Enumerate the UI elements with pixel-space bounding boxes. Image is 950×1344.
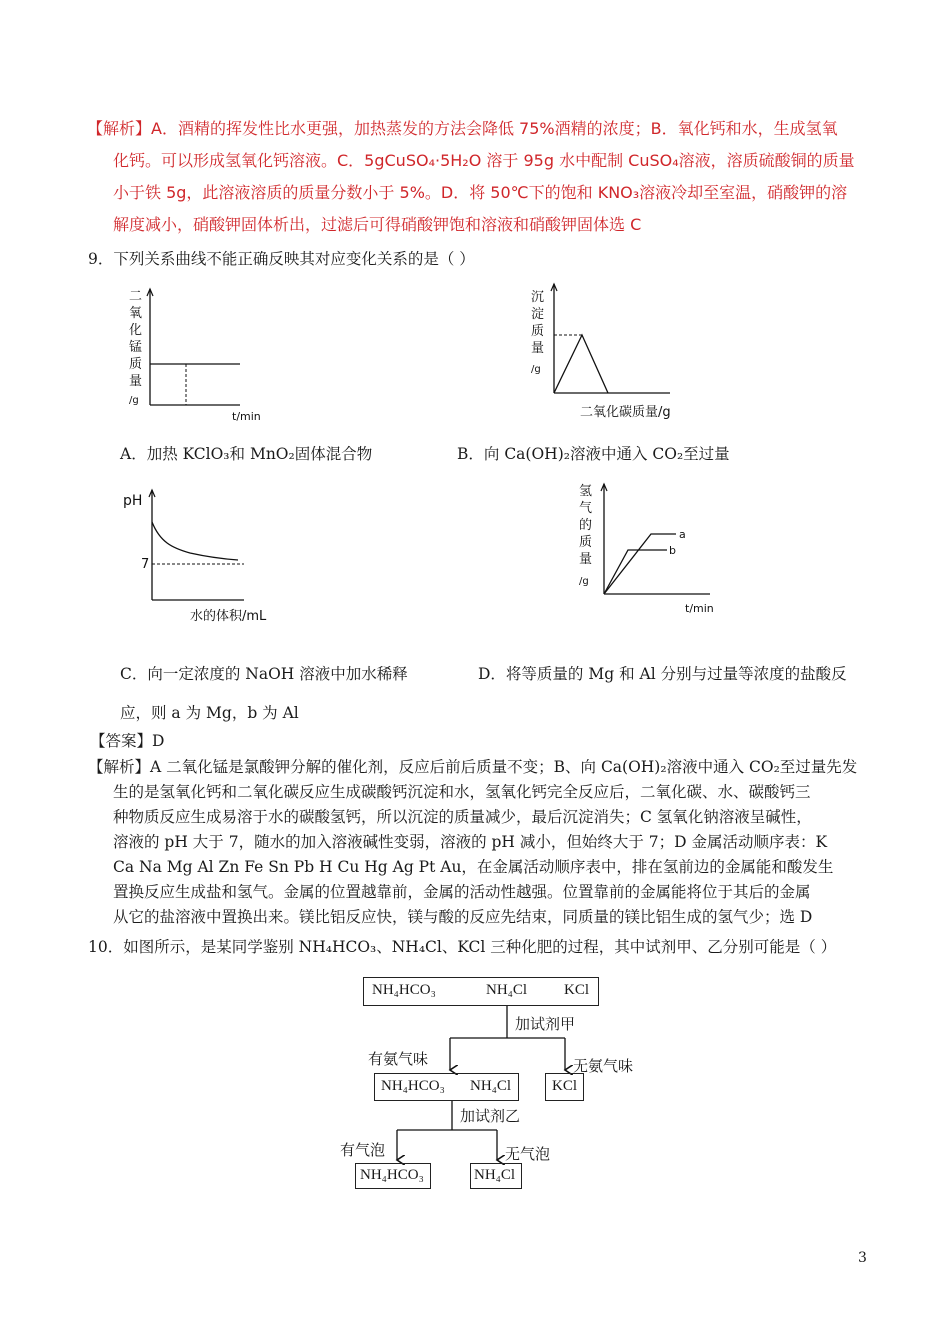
q9-stem: 9．下列关系曲线不能正确反映其对应变化关系的是（ ） [88,250,475,268]
q9-analysis-line1: 【解析】A 二氧化锰是氯酸钾分解的催化剂，反应后前后质量不变；B、向 Ca(OH)₂溶液中通入 CO₂至过量先发 [88,758,858,776]
svg-text:量: 量 [579,552,593,567]
graph-b-xlabel: 二氧化碳质量/g [580,405,671,420]
svg-text:沉: 沉 [531,290,545,305]
flow-bubble-no: 无气泡 [505,1145,551,1163]
svg-text:氧: 氧 [129,306,143,321]
q9-analysis-line7: 从它的盐溶液中置换出来。镁比铝反应快，镁与酸的反应先结束，同质量的镁比铝生成的氢气少；选 D [113,908,813,926]
page-number: 3 [858,1250,867,1266]
graph-c-tick-7: 7 [141,557,150,572]
svg-text:质: 质 [129,357,143,372]
flow-reagent-2: 加试剂乙 [460,1107,521,1125]
svg-text:质: 质 [531,324,545,339]
graph-d-curve-b [604,550,667,594]
graph-c-curve [152,522,238,560]
svg-text:/g: /g [579,576,589,587]
flow-final-right-box [470,1163,522,1189]
q9-option-a: A．加热 KClO₃和 MnO₂固体混合物 [120,445,373,463]
svg-text:化: 化 [129,323,143,338]
graph-d [572,480,722,625]
flow-branch-left: 有氨气味 [368,1050,429,1068]
flow-mid-item-2: NH₄Cl [470,1078,512,1094]
flow-mid-item-1: NH₄HCO₃ [381,1078,445,1094]
svg-text:量: 量 [129,374,143,389]
graph-d-label-b: b [669,544,676,557]
q9-option-d: D．将等质量的 Mg 和 Al 分别与过量等浓度的盐酸反 [478,665,847,683]
svg-text:/g: /g [531,364,541,375]
q9-option-c: C．向一定浓度的 NaOH 溶液中加水稀释 [120,665,408,683]
graph-d-label-a: a [679,528,686,541]
q10-stem: 10．如图所示，是某同学鉴别 NH₄HCO₃、NH₄Cl、KCl 三种化肥的过程，其中试剂甲、乙分别可能是（ ） [88,938,837,956]
flow-kcl-box [545,1073,584,1101]
q9-analysis-line5: Ca Na Mg Al Zn Fe Sn Pb H Cu Hg Ag Pt Au，在金属活动顺序表中，排在氢前边的金属能和酸发生 [113,858,834,876]
svg-text:锰: 锰 [129,340,143,355]
svg-text:质: 质 [579,535,593,550]
graph-a [120,284,280,429]
graph-a-xlabel: t/min [232,410,261,423]
svg-text:淀: 淀 [531,307,545,322]
flow-top-item-1: NH₄HCO₃ [372,982,436,998]
q9-option-d-cont: 应，则 a 为 Mg，b 为 Al [120,704,299,722]
graph-c [120,484,290,629]
prev-analysis-line2: 化钙。可以形成氢氧化钙溶液。C．5gCuSO₄·5H₂O 溶于 95g 水中配制 CuSO₄溶液，溶质硫酸铜的质量 [113,151,855,170]
flow-top-item-3: KCl [564,982,590,998]
graph-b-ylabel [531,290,544,375]
flow-branch-right: 无氨气味 [573,1057,634,1075]
q9-analysis-line2: 生的是氢氧化钙和二氧化碳反应生成碳酸钙沉淀和水，氢氧化钙完全反应后，二氧化碳、水、碳酸钙三 [113,783,811,801]
svg-text:的: 的 [579,518,593,533]
graph-c-xlabel: 水的体积/mL [190,609,267,624]
flow-reagent-1: 加试剂甲 [515,1015,576,1033]
svg-text:氢: 氢 [579,484,593,499]
flow-kcl-item: KCl [552,1078,578,1094]
graph-d-xlabel: t/min [685,602,714,615]
prev-analysis-line3: 小于铁 5g，此溶液溶质的质量分数小于 5%。D．将 50℃下的饱和 KNO₃溶液冷却至室温，硝酸钾的溶 [113,183,848,202]
flow-top-box [363,977,599,1006]
svg-text:气: 气 [579,501,593,516]
q9-answer: 【答案】D [90,732,165,750]
graph-c-ylabel: pH [123,493,143,509]
graph-b [525,280,700,425]
flow-top-item-2: NH₄Cl [486,982,528,998]
flow-mid-box [374,1073,519,1101]
q9-analysis-line6: 置换反应生成盐和氢气。金属的位置越靠前，金属的活动性越强。位置靠前的金属能将位于其后的金属 [113,883,811,901]
graph-a-ylabel [129,289,142,406]
svg-text:量: 量 [531,341,545,356]
flow-final-left-item: NH₄HCO₃ [360,1167,424,1183]
prev-analysis-line1: 【解析】A．酒精的挥发性比水更强，加热蒸发的方法会降低 75%酒精的浓度；B．氧化钙和水，生成氢氧 [87,119,838,138]
flow-bubble-yes: 有气泡 [340,1141,386,1159]
svg-text:/g: /g [129,395,139,406]
svg-text:二: 二 [129,289,143,304]
flow-final-left-box [355,1163,431,1189]
graph-b-curve [554,335,608,393]
q9-option-b: B．向 Ca(OH)₂溶液中通入 CO₂至过量 [457,445,730,463]
q9-analysis-line3: 种物质反应生成易溶于水的碳酸氢钙，所以沉淀的质量减少，最后沉淀消失；C 氢氧化钠溶液呈碱性， [113,808,812,826]
flow-final-right-item: NH₄Cl [474,1167,516,1183]
q9-analysis-line4: 溶液的 pH 大于 7，随水的加入溶液碱性变弱，溶液的 pH 减小，但始终大于 7；D 金属活动顺序表：K [113,833,828,851]
prev-analysis-line4: 解度减小，硝酸钾固体析出，过滤后可得硝酸钾饱和溶液和硝酸钾固体选 C [113,215,642,234]
graph-d-ylabel [579,484,592,587]
graph-d-curve-a [604,534,676,594]
